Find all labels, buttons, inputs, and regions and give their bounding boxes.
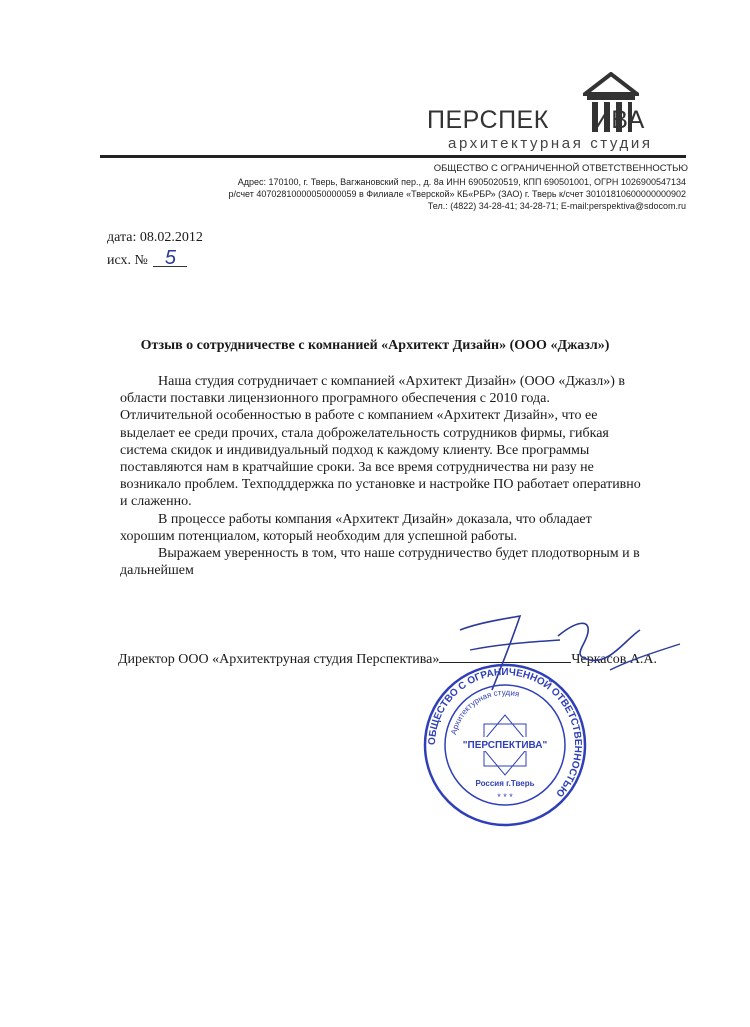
- company-contacts: Тел.: (4822) 34-28-41; 34-28-71; E-mail:perspektiva@sdocom.ru: [427, 201, 686, 211]
- svg-text:* * *: * * *: [497, 792, 513, 802]
- svg-text:ОБЩЕСТВО С ОГРАНИЧЕННОЙ ОТВЕТС: ОБЩЕСТВО С ОГРАНИЧЕННОЙ ОТВЕТСТВЕННОСТЬЮ: [426, 666, 584, 799]
- outgoing-number-label: исх. №: [107, 253, 148, 268]
- body-paragraph-3: Выражаем уверенность в том, что наше сотрудничество будет плодотворным и в дальнейшем: [120, 546, 640, 579]
- signatory-name: Черкасов А.А.: [571, 652, 658, 667]
- header-rule: [100, 155, 686, 158]
- logo-left-part: ПЕРСПЕК: [427, 106, 549, 134]
- signatory-position: Директор ООО «Архитектруная студия Перспектива»: [118, 652, 440, 667]
- logo-subtitle: архитектурная студия: [448, 135, 653, 152]
- letter-title: Отзыв о сотрудничестве с комнанией «Архитект Дизайн» (ООО «Джазл»): [140, 338, 610, 353]
- logo-wordmark: [427, 106, 645, 135]
- logo-right-part: ИВА: [592, 106, 645, 134]
- company-seal-stamp: [420, 660, 590, 830]
- letter-body: [120, 373, 645, 579]
- letter-date: дата: 08.02.2012: [107, 230, 203, 245]
- outgoing-number: [107, 247, 187, 269]
- company-bank-details: р/счет 40702810000050000059 в Филиале «Тверской» КБ«РБР» (ЗАО) г. Тверь к/счет 30101810600000000902: [228, 189, 686, 199]
- body-paragraph-2: В процессе работы компания «Архитект Дизайн» доказала, что обладает хорошим потенциалом, который необходим для успешной работы.: [120, 511, 592, 544]
- svg-text:Архитектурная студия: Архитектурная студия: [449, 687, 521, 736]
- svg-text:"ПЕРСПЕКТИВА": "ПЕРСПЕКТИВА": [462, 740, 548, 751]
- company-address: Адрес: 170100, г. Тверь, Вагжановский пер., д. 8а ИНН 6905020519, КПП 690501001, ОГРН 1026900547134: [237, 177, 686, 187]
- outgoing-number-value: 5: [153, 250, 187, 267]
- company-full-name: ОБЩЕСТВО С ОГРАНИЧЕННОЙ ОТВЕТСТВЕННОСТЬЮ: [433, 163, 688, 174]
- svg-text:Россия г.Тверь: Россия г.Тверь: [475, 779, 535, 788]
- body-paragraph-1: Наша студия сотрудничает с компанией «Архитект Дизайн» (ООО «Джазл») в области поставки лицензионного програмного обеспечения с 2010 года. Отличительной особенностью в работе с компанием «Архитект Дизайн», что ее выделает ее среди прочих, стала доброжелательность сотрудников фирмы, гибкая система скидок и индивидуальный подход к каждому клиенту. Все программы поставляются нам в кратчайшие сроки. За все время сотрудничества ни разу не возникало проблем. Техподддержка по установке и настройке ПО работает оперативно и слаженно.: [120, 374, 641, 510]
